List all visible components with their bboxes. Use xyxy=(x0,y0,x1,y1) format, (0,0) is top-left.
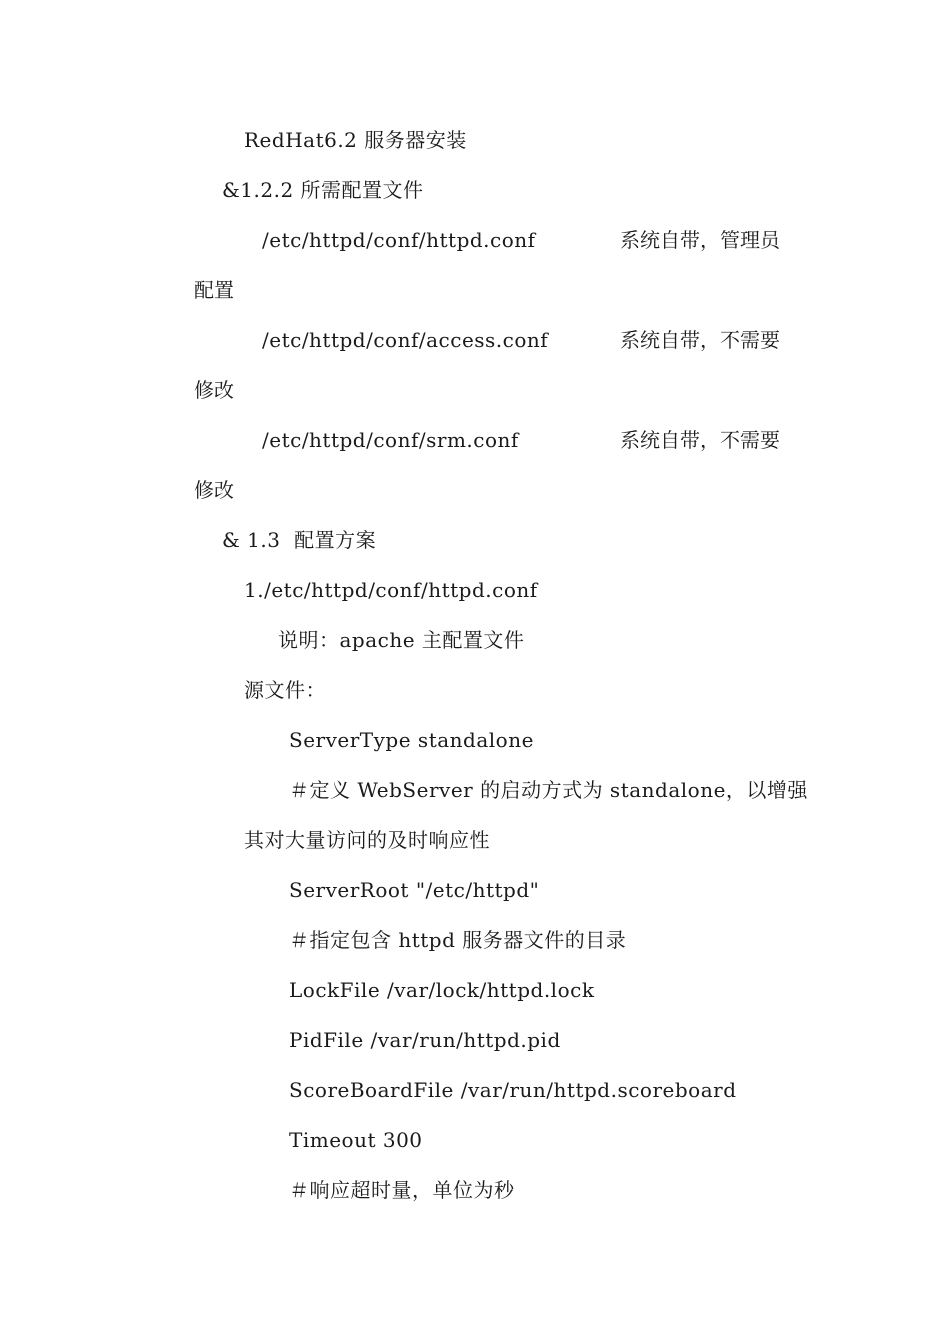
code-comment: ＃指定包含 httpd 服务器文件的目录 xyxy=(289,928,627,952)
explanation-text: 说明：apache 主配置文件 xyxy=(278,628,525,652)
config-file-desc-continued: 修改 xyxy=(194,478,234,502)
code-line: ScoreBoardFile /var/run/httpd.scoreboard xyxy=(289,1078,737,1102)
code-line: Timeout 300 xyxy=(289,1128,423,1152)
document-title: RedHat6.2 服务器安装 xyxy=(244,128,467,152)
config-file-desc: 系统自带，管理员 xyxy=(620,228,780,252)
config-file-path: /etc/httpd/conf/access.conf xyxy=(262,328,549,352)
source-file-label: 源文件： xyxy=(244,678,326,702)
config-file-path: /etc/httpd/conf/httpd.conf xyxy=(262,228,536,252)
code-line: LockFile /var/lock/httpd.lock xyxy=(289,978,595,1002)
section-heading-1-3: & 1.3 配置方案 xyxy=(222,528,377,552)
config-file-path: /etc/httpd/conf/srm.conf xyxy=(262,428,519,452)
config-file-desc-continued: 配置 xyxy=(194,278,234,302)
code-line: ServerType standalone xyxy=(289,728,534,752)
config-file-desc-continued: 修改 xyxy=(194,378,234,402)
section-heading-1-2-2: &1.2.2 所需配置文件 xyxy=(222,178,424,202)
code-line: PidFile /var/run/httpd.pid xyxy=(289,1028,561,1052)
code-comment: ＃定义 WebServer 的启动方式为 standalone，以增强 xyxy=(289,778,808,802)
config-file-desc: 系统自带，不需要 xyxy=(620,328,780,352)
config-file-desc: 系统自带，不需要 xyxy=(620,428,780,452)
code-line: ServerRoot "/etc/httpd" xyxy=(289,878,540,902)
code-comment-continued: 其对大量访问的及时响应性 xyxy=(244,828,490,852)
list-item-httpd-conf: 1./etc/httpd/conf/httpd.conf xyxy=(244,578,538,602)
code-comment: ＃响应超时量，单位为秒 xyxy=(289,1178,515,1202)
